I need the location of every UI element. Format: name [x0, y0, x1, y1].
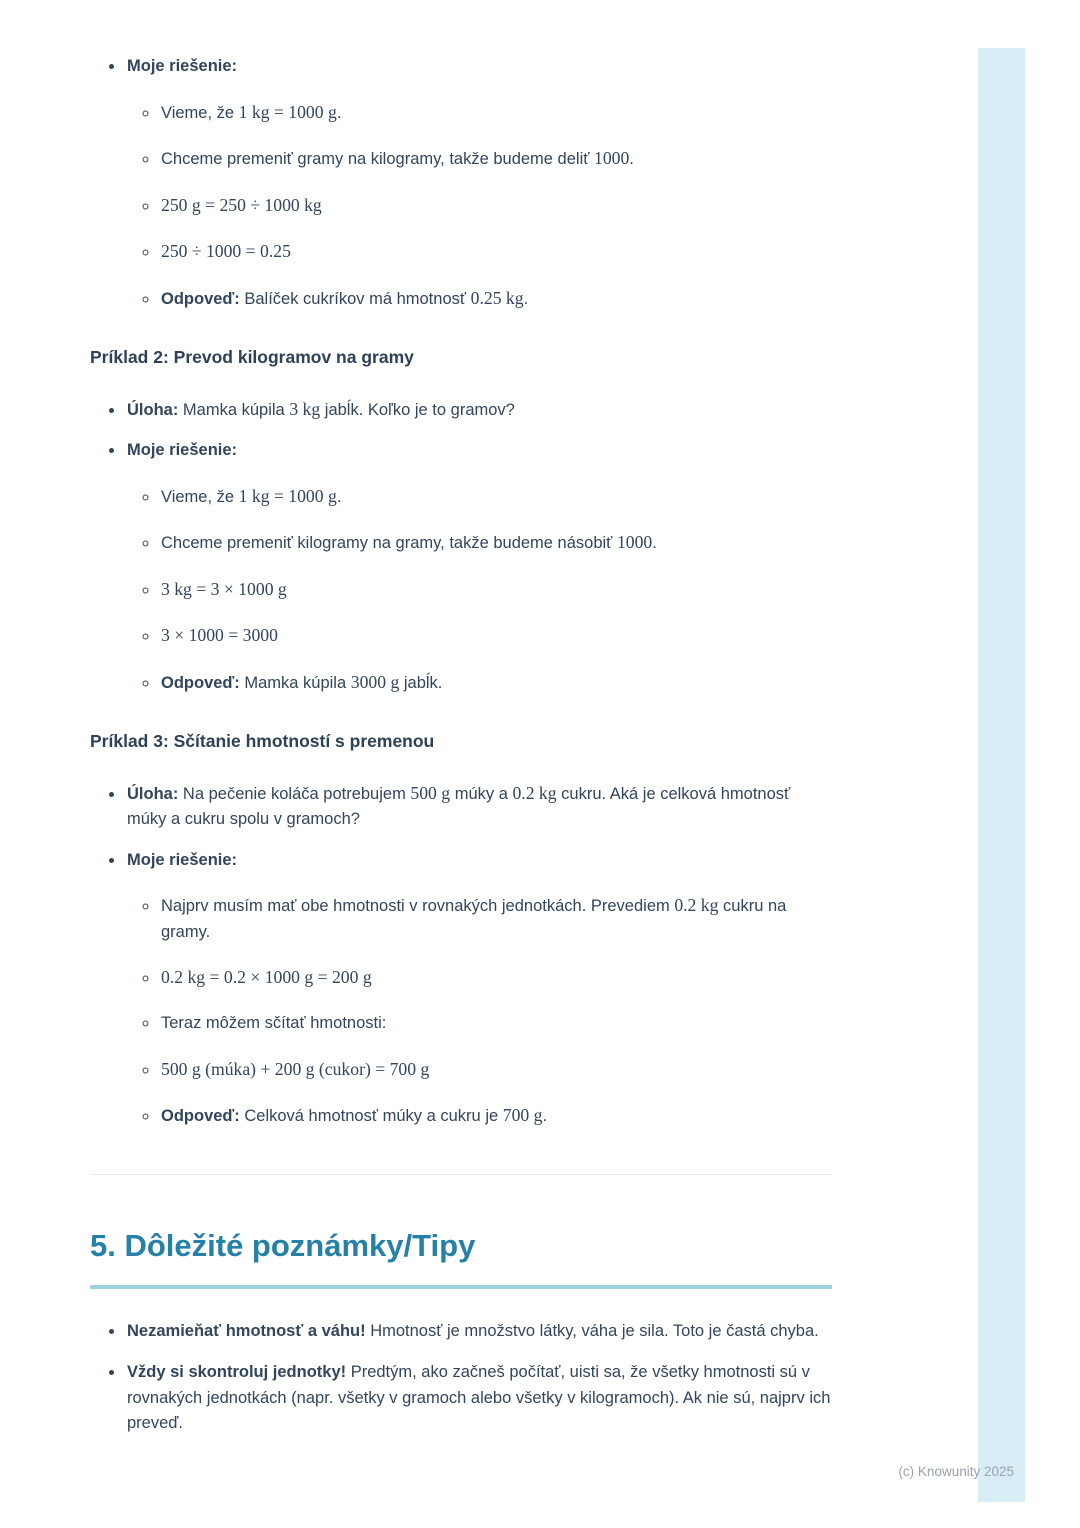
text-segment: . — [523, 289, 529, 308]
sub-list-item — [159, 622, 832, 650]
math-text: 1000 — [594, 148, 630, 169]
math-text: 1000 — [616, 532, 653, 553]
text-segment: . — [542, 1107, 548, 1126]
math-text: 0.2 kg = 0.2 × 1000 g = 200 g — [161, 967, 372, 988]
sub-bullet-list — [127, 892, 832, 1129]
sub-list-item — [159, 529, 832, 557]
document-content — [90, 38, 832, 1453]
text-segment: Chceme premeniť gramy na kilogramy, takže budeme deliť — [161, 150, 595, 169]
section-divider — [90, 1174, 832, 1175]
list-item — [125, 54, 832, 312]
text-segment: múky a — [450, 784, 513, 803]
bold-text: Úloha: — [127, 400, 179, 419]
math-text: 3 × 1000 = 3000 — [161, 625, 278, 646]
sub-list-item — [159, 483, 832, 511]
text-segment: Vieme, že — [161, 103, 239, 122]
math-text: 0.2 kg — [674, 895, 719, 916]
text-segment: Celková hmotnosť múky a cukru je — [239, 1107, 503, 1126]
text-segment: Vieme, že — [161, 487, 239, 506]
math-text: 3 kg = 3 × 1000 g — [161, 578, 287, 599]
text-segment: . — [336, 487, 342, 506]
math-text: 250 g = 250 ÷ 1000 kg — [161, 194, 322, 215]
text-segment: jabĺk. Koľko je to gramov? — [320, 400, 515, 419]
math-text: 250 ÷ 1000 = 0.25 — [161, 241, 291, 262]
sub-list-item — [159, 892, 832, 945]
math-text: 1 kg = 1000 g — [238, 485, 337, 506]
text-segment: Na pečenie koláča potrebujem — [178, 784, 411, 803]
text-segment: Najprv musím mať obe hmotnosti v rovnakých jednotkách. Prevediem — [161, 897, 675, 916]
page-title: 5. Dôležité poznámky/Tipy — [90, 1227, 476, 1263]
sub-list-item — [159, 964, 832, 992]
side-highlight-bar — [978, 48, 1025, 1502]
math-text: 0.2 kg — [512, 782, 557, 803]
text-segment: Chceme premeniť kilogramy na gramy, takže budeme násobiť — [161, 534, 617, 553]
sub-list-item — [159, 669, 832, 697]
title-underline-rule — [90, 1285, 832, 1289]
bold-text: Odpoveď: — [161, 289, 240, 308]
math-text: 3000 g — [350, 671, 400, 692]
sub-list-item — [159, 1011, 832, 1037]
sub-list-item — [159, 99, 832, 127]
text-segment: . — [629, 150, 634, 169]
text-segment: Mamka kúpila — [178, 400, 290, 419]
math-text: 500 g — [410, 782, 451, 803]
text-segment: cukru. Aká je celková hmotnosť múky a cukru spolu v gramoch? — [127, 784, 791, 829]
text-segment: Predtým, ako začneš počítať, uisti sa, že všetky hmotnosti sú v rovnakých jednotkách (napr. všetky v gramoch alebo všetky v kilogramoch). Ak nie sú, najprv ich preveď. — [127, 1362, 831, 1433]
bullet-list — [90, 54, 832, 312]
sub-list-item — [159, 285, 832, 313]
math-text: 1 kg = 1000 g — [238, 101, 337, 122]
bold-text: Vždy si skontroluj jednotky! — [127, 1362, 347, 1381]
bullet-list — [90, 780, 832, 1130]
footer-copyright: (c) Knowunity 2025 — [898, 1464, 1014, 1479]
section-heading: Príklad 2: Prevod kilogramov na gramy — [90, 347, 414, 368]
list-item — [125, 438, 832, 696]
sub-bullet-list — [127, 99, 832, 313]
math-text: 0.25 kg — [470, 287, 524, 308]
list-item — [125, 780, 832, 833]
list-item — [125, 848, 832, 1130]
bold-text: Nezamieňať hmotnosť a váhu! — [127, 1322, 366, 1341]
bold-text: Moje riešenie: — [127, 850, 238, 869]
sub-list-item — [159, 576, 832, 604]
text-segment: Balíček cukríkov má hmotnosť — [239, 289, 471, 308]
sub-list-item — [159, 1056, 832, 1084]
sub-list-item — [159, 192, 832, 220]
bold-text: Úloha: — [127, 784, 179, 803]
sub-list-item — [159, 145, 832, 173]
math-text: 500 g (múka) + 200 g (cukor) = 700 g — [161, 1058, 430, 1079]
text-segment: . — [336, 103, 342, 122]
text-segment: Mamka kúpila — [239, 673, 351, 692]
text-segment: Teraz môžem sčítať hmotnosti: — [161, 1013, 387, 1032]
sub-bullet-list — [127, 483, 832, 697]
text-segment: Hmotnosť je množstvo látky, váha je sila. Toto je častá chyba. — [365, 1322, 819, 1341]
bullet-list — [90, 396, 832, 697]
list-item — [125, 1360, 832, 1437]
list-item — [125, 396, 832, 424]
sub-list-item — [159, 1102, 832, 1130]
sub-list-item — [159, 238, 832, 266]
math-text: 3 kg — [289, 398, 321, 419]
section-heading: Príklad 3: Sčítanie hmotností s premenou — [90, 731, 435, 752]
bold-text: Moje riešenie: — [127, 441, 238, 460]
text-segment: . — [652, 534, 657, 553]
bold-text: Moje riešenie: — [127, 57, 238, 75]
text-segment: cukru na gramy. — [161, 897, 787, 941]
bold-text: Odpoveď: — [161, 1107, 240, 1126]
list-item — [125, 1319, 832, 1345]
bold-text: Odpoveď: — [161, 673, 240, 692]
text-segment: jabĺk. — [399, 673, 443, 692]
math-text: 700 g — [502, 1105, 543, 1126]
bullet-list — [90, 1319, 832, 1436]
